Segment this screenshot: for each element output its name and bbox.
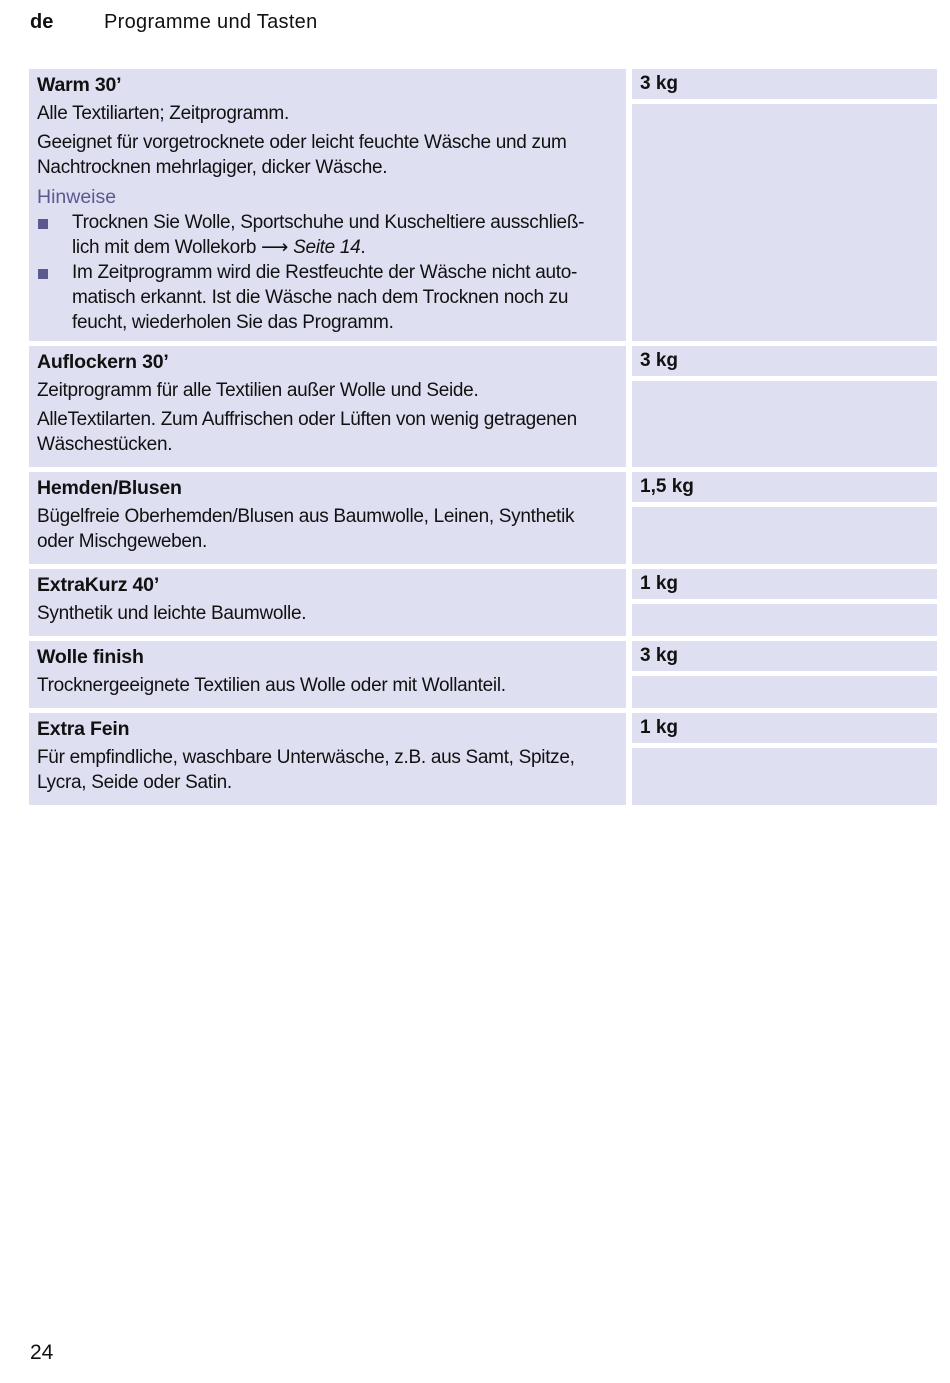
program-row-extra-fein	[29, 713, 937, 805]
hint-text: Trocknen Sie Wolle, Sportschuhe und Kuscheltiere ausschließ-lich mit dem Wollekorb	[72, 212, 585, 258]
load-cell	[632, 472, 937, 564]
program-description-cell	[29, 641, 626, 708]
program-row-hemden-blusen	[29, 472, 937, 564]
page-reference-link[interactable]: Seite 14	[293, 237, 361, 258]
list-item	[37, 260, 618, 335]
program-description-cell	[29, 346, 626, 467]
max-load-value: 1,5 kg	[632, 472, 937, 502]
program-text: Geeignet für vorgetrocknete oder leicht feuchte Wäsche und zum Nachtrocknen mehrlagiger, dicker Wäsche.	[37, 132, 567, 178]
load-cell	[632, 346, 937, 467]
program-description-cell	[29, 713, 626, 805]
program-row-auflockern-30	[29, 346, 937, 467]
program-name: Wolle finish	[37, 646, 144, 668]
program-text: Synthetik und leichte Baumwolle.	[37, 603, 307, 624]
hints-list	[37, 210, 618, 335]
program-row-extrakurz-40	[29, 569, 937, 636]
load-cell	[632, 713, 937, 805]
program-text: Zeitprogramm für alle Textilien außer Wolle und Seide.	[37, 380, 479, 401]
list-item	[37, 210, 618, 260]
program-table	[29, 69, 937, 810]
load-cell	[632, 69, 937, 341]
load-cell	[632, 569, 937, 636]
max-load-value: 3 kg	[632, 641, 937, 671]
hints-heading: Hinweise	[37, 186, 117, 208]
load-cell	[632, 641, 937, 708]
language-code: de	[30, 10, 54, 33]
program-text: Alle Textiliarten; Zeitprogramm.	[37, 103, 289, 124]
program-name: Warm 30’	[37, 74, 122, 96]
max-load-value: 1 kg	[632, 713, 937, 743]
max-load-value: 1 kg	[632, 569, 937, 599]
program-text: AlleTextilarten. Zum Auffrischen oder Lüften von wenig getragenen Wäschestücken.	[37, 409, 577, 455]
program-name: Extra Fein	[37, 718, 130, 740]
hint-text: Im Zeitprogramm wird die Restfeuchte der Wäsche nicht auto-matisch erkannt. Ist die Wäsche nach dem Trocknen noch zu feucht, wiederholen Sie das Programm.	[72, 262, 578, 333]
program-row-warm-30	[29, 69, 937, 341]
program-text: Für empfindliche, waschbare Unterwäsche, z.B. aus Samt, Spitze, Lycra, Seide oder Satin.	[37, 747, 575, 793]
max-load-value: 3 kg	[632, 69, 937, 99]
hint-punctuation: .	[360, 237, 366, 258]
page-header	[30, 8, 318, 36]
arrow-right-icon: ⟶	[261, 237, 289, 258]
program-name: ExtraKurz 40’	[37, 574, 160, 596]
program-description-cell	[29, 472, 626, 564]
program-description-cell	[29, 69, 626, 341]
program-name: Hemden/Blusen	[37, 477, 182, 499]
section-title: Programme und Tasten	[104, 10, 318, 33]
square-bullet-icon	[37, 210, 72, 260]
square-bullet-icon	[37, 260, 72, 335]
max-load-value: 3 kg	[632, 346, 937, 376]
page-number: 24	[30, 1341, 54, 1364]
program-description-cell	[29, 569, 626, 636]
program-row-wolle-finish	[29, 641, 937, 708]
program-text: Bügelfreie Oberhemden/Blusen aus Baumwolle, Leinen, Synthetik oder Mischgeweben.	[37, 506, 575, 552]
program-text: Trocknergeeignete Textilien aus Wolle oder mit Wollanteil.	[37, 675, 506, 696]
program-name: Auflockern 30’	[37, 351, 169, 373]
